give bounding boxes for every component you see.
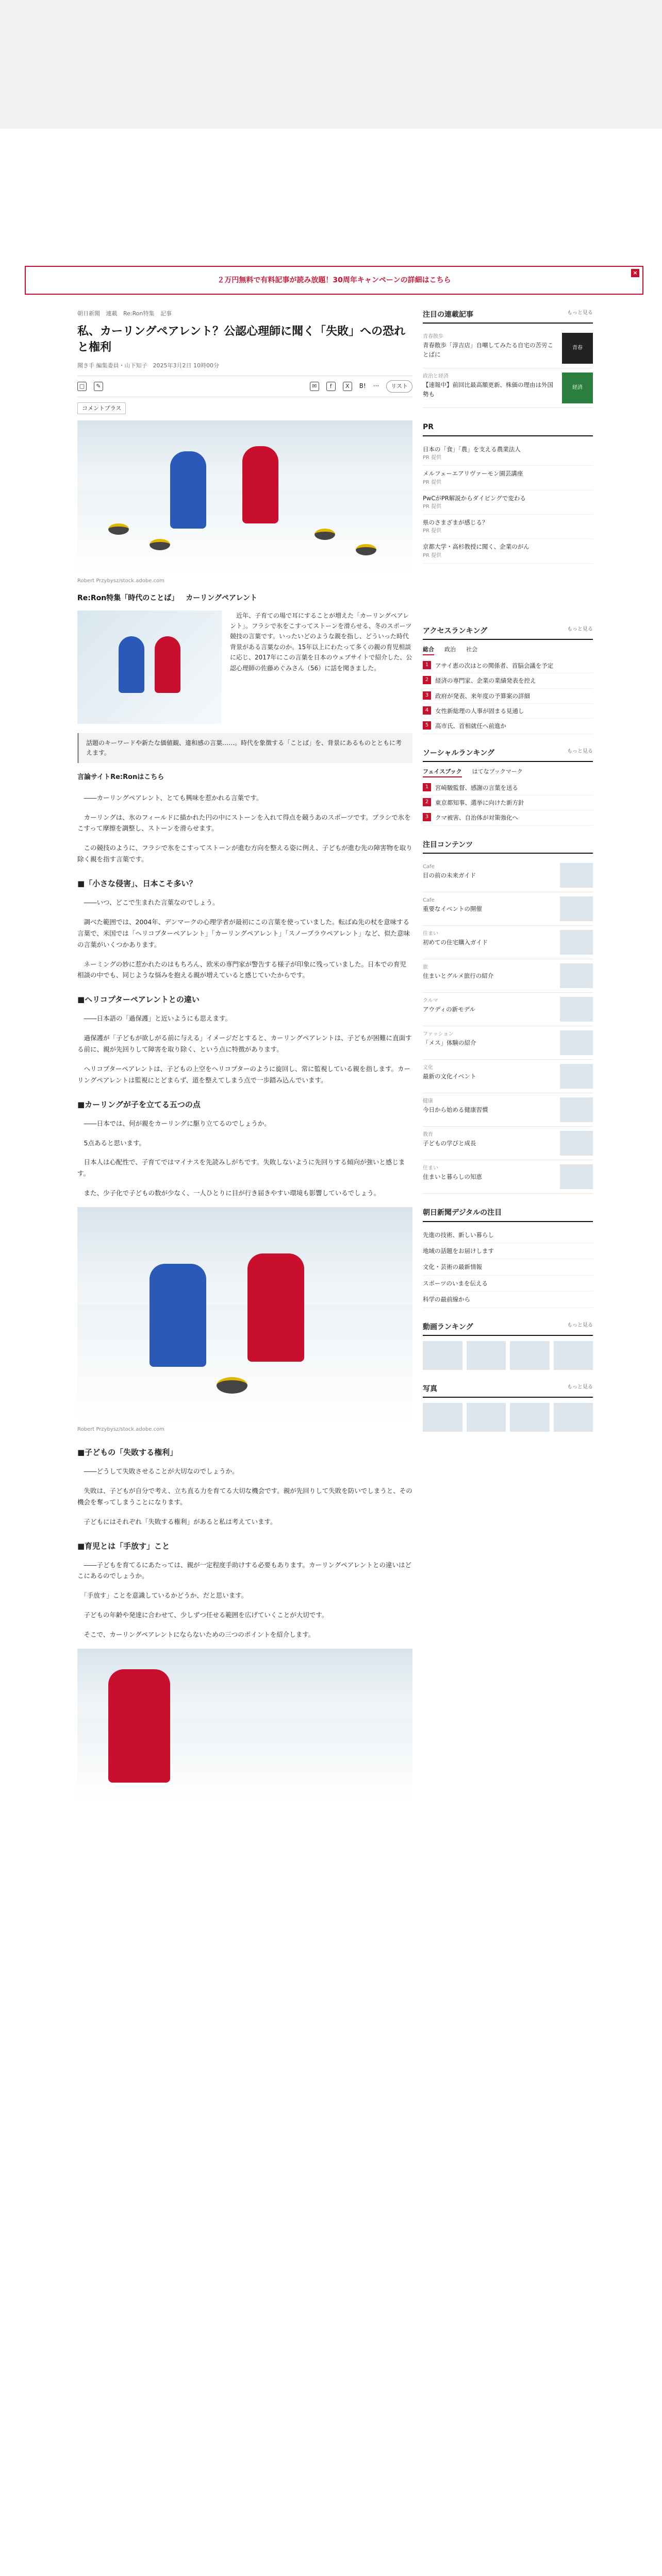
attention-section [423,309,593,408]
section-heading: ■「小さな侵害」、日本こそ多い？ [77,879,197,889]
rank-text: クマ被害、自治体が対策強化へ [435,814,518,822]
rank-number: 5 [423,721,431,730]
more-icon[interactable]: ··· [373,382,379,390]
lead-block [77,611,412,724]
list-item[interactable]: 地域の話題をお届けします [423,1243,593,1259]
item-text: 住まいとグルメ旅行の紹介 [423,972,494,980]
list-item[interactable] [423,442,593,466]
item-source: 健康 [423,1098,433,1105]
video-ranking [423,1321,593,1370]
facebook-icon[interactable]: f [326,382,336,391]
section-title: アクセスランキング [423,626,488,635]
photo-thumbnail[interactable] [554,1403,593,1432]
list-item[interactable] [423,329,593,368]
section-title: ソーシャルランキング [423,749,495,757]
item-thumbnail [560,1064,593,1089]
list-item[interactable]: スポーツのいまを伝える [423,1276,593,1292]
item-source: Cafe [423,864,435,870]
photo-thumbnail[interactable] [510,1403,550,1432]
item-source: PR 提供 [423,528,442,534]
item-text: 重要なイベントの開催 [423,905,482,913]
list-item[interactable] [423,1060,593,1093]
tab-hatena[interactable]: はてなブックマーク [472,768,523,775]
x-icon[interactable]: X [343,382,352,391]
list-item[interactable] [423,515,593,539]
list-button[interactable]: リスト [386,380,412,393]
section-title: 朝日新聞デジタルの注目 [423,1209,502,1217]
top-gray-area [0,0,662,129]
item-source: ファッション [423,1031,454,1038]
item-source: 旅 [423,964,428,971]
list-item[interactable]: 先進の技術、新しい暮らし [423,1227,593,1243]
paragraph: ――日本では、何が親をカーリングに駆り立てるのでしょうか。 [77,1119,271,1127]
item-thumbnail [560,1131,593,1156]
breadcrumb [77,309,412,318]
more-link[interactable]: もっと見る [567,626,593,632]
series-logo-icon: 青春 [562,333,593,364]
item-text: 最新の文化イベント [423,1073,476,1080]
rank-number: 3 [423,813,431,821]
rank-number: 4 [423,706,431,715]
featured-contents [423,839,593,1194]
item-thumbnail [560,1097,593,1122]
list-item[interactable] [423,368,593,408]
article-title: 私、カーリングペアレント？公認心理師に聞く「失敗」への恐れと権利 [77,325,406,354]
video-thumbnail[interactable] [554,1341,593,1370]
paragraph: そこで、カーリングペアレントにならないための三つのポイントを紹介します。 [77,1631,315,1639]
item-text: 今日から始める健康習慣 [423,1106,488,1114]
ranking-item[interactable] [423,810,593,825]
item-thumbnail [560,1164,593,1189]
sidebar [423,309,593,2576]
rank-text: 東京都知事、選挙に向けた新方針 [435,799,524,807]
section-heading: ■ヘリコプターペアレントとの違い [77,995,200,1005]
pr-section [423,421,593,563]
item-text: メルフェーエアリヴァーモン園芸講座 [423,470,523,478]
item-source: 文化 [423,1065,433,1071]
breadcrumb-item[interactable]: 朝日新聞 [77,310,100,317]
list-item[interactable] [423,892,593,926]
list-item[interactable] [423,993,593,1026]
section-title: 動画ランキング [423,1323,473,1331]
item-source: 住まい [423,1165,438,1172]
photo-caption-2: Robert Przybysz/stock.adobe.com [77,1427,164,1433]
ranking-item[interactable] [423,719,593,734]
list-item[interactable] [423,859,593,892]
ranking-item[interactable] [423,689,593,704]
series-title: カーリングペアレント [186,594,258,603]
breadcrumb-item[interactable]: 記事 [160,310,172,317]
page-body [77,309,593,2576]
campaign-banner[interactable] [25,266,643,295]
rank-text: 女性新総理の人事が固まる見通し [435,707,524,715]
paragraph: ――どうして失敗させることが大切なのでしょうか。 [77,1467,239,1476]
article-second-photo [77,1207,412,1423]
recommend-section [423,1207,593,1308]
paragraph: 過保護が「子どもが欲しがる前に与える」イメージだとすると、カーリングペアレントは、子どもが困難に直面する前に、親が先回りして障害を取り除く、という点に特徴があります。 [77,1034,412,1054]
close-icon[interactable]: × [631,269,639,277]
list-item[interactable]: 科学の最前線から [423,1292,593,1308]
hatena-icon[interactable]: B! [359,382,366,390]
item-thumbnail [560,930,593,955]
item-text: 目の前の未来ガイド [423,872,476,879]
item-thumbnail [560,997,593,1022]
item-thumbnail [560,1030,593,1055]
rank-text: 政府が発表、来年度の予算案の詳細 [435,692,530,700]
list-item[interactable] [423,1026,593,1060]
video-thumbnail[interactable] [423,1341,462,1370]
more-link[interactable]: もっと見る [567,310,593,316]
section-heading: ■育児とは「手放す」こと [77,1541,170,1551]
section-title: 注目コンテンツ [423,840,473,849]
series-tag[interactable]: Re:Ron特集「時代のことば」 [77,594,179,603]
list-item[interactable] [423,466,593,490]
ranking-item[interactable] [423,673,593,688]
ranking-item[interactable] [423,795,593,810]
item-text: 住まいと暮らしの知恵 [423,1173,482,1181]
list-item[interactable]: 文化・芸術の最新情報 [423,1259,593,1275]
item-text: 青春散歩「淳吉店」自嘲してみたる自宅の苦労ことばに [423,342,553,358]
paragraph: ――子どもを育てるにあたっては、親が一定程度手助けする必要もあります。カーリングペアレントとの違いはどこにあるのでしょうか。 [77,1561,411,1580]
item-text: 日本の「食」「農」を支える農業法人 [423,445,521,453]
paragraph: ――いつ、どこで生まれた言葉なのでしょう。 [77,899,219,907]
item-source: 政治と経済 [423,374,449,380]
tab-facebook[interactable]: フェイスブック [423,767,462,777]
access-ranking [423,625,593,734]
paragraph: 5点あると思います。 [77,1139,145,1147]
item-text: アウディの新モデル [423,1006,476,1013]
item-text: 京都大学・高杉教授に聞く、企業のがん [423,543,529,551]
list-item[interactable] [423,1093,593,1127]
ranking-item[interactable] [423,781,593,795]
item-source: PR 提供 [423,479,442,485]
section-heading: ■カーリングが子を立てる五つの点 [77,1099,201,1109]
bookmark-icon[interactable]: ▢ [77,382,87,391]
rank-text: 高市氏、首相就任へ前進か [435,722,506,730]
paragraph: ヘリコプターペアレントは、子どもの上空をヘリコプターのように旋回し、常に監視している親を指します。カーリングペアレントは監視にとどまらず、道を整えてしまう点で一歩踏み込んでいます。 [77,1064,410,1084]
breadcrumb-item[interactable]: 連載 [106,310,118,317]
paragraph: ネーミングの妙に惹かれたのはもちろん、欧米の専門家が警告する様子が印象に残っていました。日本での育児相談の中でも、同じような悩みを抱える親が増えていると感じていたからです。 [77,960,407,979]
paragraph: ――日本語の「過保護」と近いようにも思えます。 [77,1014,232,1023]
list-item[interactable] [423,1160,593,1194]
item-text: 【速報中】前回比最高額更新、株価の理由は外国勢も [423,381,553,398]
item-source: クルマ [423,998,438,1004]
item-source: PR 提供 [423,503,442,510]
campaign-text: ２万円無料で有料記事が読み放題！30周年キャンペーンの詳細はこちら [217,276,451,284]
ranking-item[interactable] [423,704,593,719]
paragraph: ――カーリングペアレント、とても興味を惹かれる言葉です。 [77,793,263,802]
series-logo-icon: 経済 [562,372,593,403]
ranking-tabs [423,645,593,655]
rank-number: 1 [423,661,431,669]
breadcrumb-item[interactable]: Re:Ron特集 [123,310,155,317]
list-item[interactable] [423,926,593,959]
article-byline: 聞き手 編集委員・山下知子 2025年3月2日 10時00分 [77,362,219,369]
ranking-tabs [423,767,593,777]
rank-text: アサイ恵の次はとの関係者、首脳会議を予定 [435,662,554,669]
reron-link[interactable]: 言論サイトRe:Ronはこちら [77,773,164,781]
item-thumbnail [560,863,593,888]
article-main-photo [77,420,412,575]
paragraph: この競技のように、フラシで氷をこすってストーンが進む方向を整える姿に例え、子どもが進む先の障害物を取り除く親を指す言葉です。 [77,844,412,863]
item-source: Cafe [423,897,435,904]
item-thumbnail [560,963,593,988]
paragraph: 子どもにはそれぞれ「失敗する権利」があると私は考えています。 [77,1517,277,1526]
lead-text: 近年、子育ての場で耳にすることが増えた「カーリングペアレント」。フラシで氷をこすってストーンを滑らせる、冬のスポーツ競技の言葉です。いったいどのような親を指し、どういった時代背景がある言葉なのか。15年以上にわたって多くの親の育児相談に応じ、2017年にこの言葉を日本のウェブサイトで紹介した、公認心理師の佐藤めぐみさん（56）に話を聞きました。 [230,612,412,672]
lead-photo [77,611,222,724]
tab-politics[interactable]: 政治 [444,646,456,653]
rank-text: 宮崎駿監督、感謝の言葉を送る [435,784,518,791]
paragraph: 「手放す」ことを意識しているかどうか、だと思います。 [77,1591,248,1600]
rank-number: 3 [423,691,431,700]
rank-text: 経済の専門家、企業の業績発表を控え [435,677,536,685]
item-text: 初めての住宅購入ガイド [423,939,488,946]
photo-thumbnail[interactable] [423,1403,462,1432]
item-source: 住まい [423,931,438,937]
list-item[interactable] [423,490,593,515]
list-item[interactable] [423,959,593,993]
video-thumbnail[interactable] [510,1341,550,1370]
item-source: PR 提供 [423,455,442,461]
share-bar [77,376,412,397]
item-text: 子どもの学びと成長 [423,1140,476,1147]
comment-plus-button[interactable]: コメントプラス [77,402,126,415]
rank-number: 1 [423,783,431,791]
item-source: 青春散歩 [423,334,443,340]
more-link[interactable]: もっと見る [567,748,593,754]
article-body [77,792,412,1803]
item-thumbnail [560,896,593,921]
paragraph: 調べた範囲では、2004年、デンマークの心理学者が最初にこの言葉を使っていました。転ばぬ先の杖を意味する言葉で、米国では「ヘリコプターペアレント」「カーリングペアレント」「スノープラウペアレント」など、似た意味の言葉がいくつかあります。 [77,918,410,948]
section-title: 写真 [423,1384,437,1393]
item-text: PwCがPR解説からダイビングで変わる [423,494,526,502]
photo-section [423,1383,593,1432]
rank-number: 2 [423,676,431,684]
photo-thumbnail[interactable] [467,1403,506,1432]
item-source: PR 提供 [423,552,442,558]
video-thumbnail[interactable] [467,1341,506,1370]
paragraph: また、少子化で子どもの数が少なく、一人ひとりに目が行き届きやすい環境も影響しているでしょう。 [77,1189,380,1197]
more-link[interactable]: もっと見る [567,1322,593,1328]
item-text: 県のさまざまが感じる？ [423,518,488,526]
item-source: 教育 [423,1132,433,1138]
comment-icon[interactable]: ✎ [94,382,103,391]
item-text: 「メス」体験の紹介 [423,1039,476,1047]
mail-icon[interactable]: ✉ [310,382,319,391]
paragraph: 日本人は心配性で、子育てではマイナスを先読みしがちです。失敗しないように先回りする傾向が強いと感じます。 [77,1158,405,1178]
list-item[interactable] [423,1127,593,1160]
paragraph: 失敗は、子どもが自分で考え、立ち直る力を育てる大切な機会です。親が先回りして失敗を防いでしまうと、その機会を奪ってしまうことになります。 [77,1486,412,1506]
list-item[interactable] [423,539,593,563]
article-third-photo [77,1649,412,1803]
article-column [77,309,412,2576]
ranking-item[interactable] [423,658,593,673]
section-heading: ■子どもの「失敗する権利」 [77,1448,178,1458]
rank-number: 2 [423,798,431,806]
paragraph: 子どもの年齢や発達に合わせて、少しずつ任せる範囲を広げていくことが大切です。 [77,1611,328,1619]
more-link[interactable]: もっと見る [567,1384,593,1390]
tab-society[interactable]: 社会 [466,646,477,653]
photo-caption: Robert Przybysz/stock.adobe.com [77,578,164,584]
paragraph: カーリングは、氷のフィールドに描かれた円の中にストーンを入れて得点を競うあのスポーツです。ブラシで氷をこすって摩擦を調整し、ストーンを滑らせます。 [77,813,411,833]
series-header [77,592,412,604]
series-note: 話題のキーワードや新たな価値観、違和感の言葉……。時代を象徴する「ことば」を、背景にあるものとともに考えます。 [77,733,412,763]
social-ranking [423,748,593,826]
tab-overall[interactable]: 総合 [423,645,434,655]
section-title: 注目の連載記事 [423,311,473,319]
section-title: PR [423,423,434,432]
